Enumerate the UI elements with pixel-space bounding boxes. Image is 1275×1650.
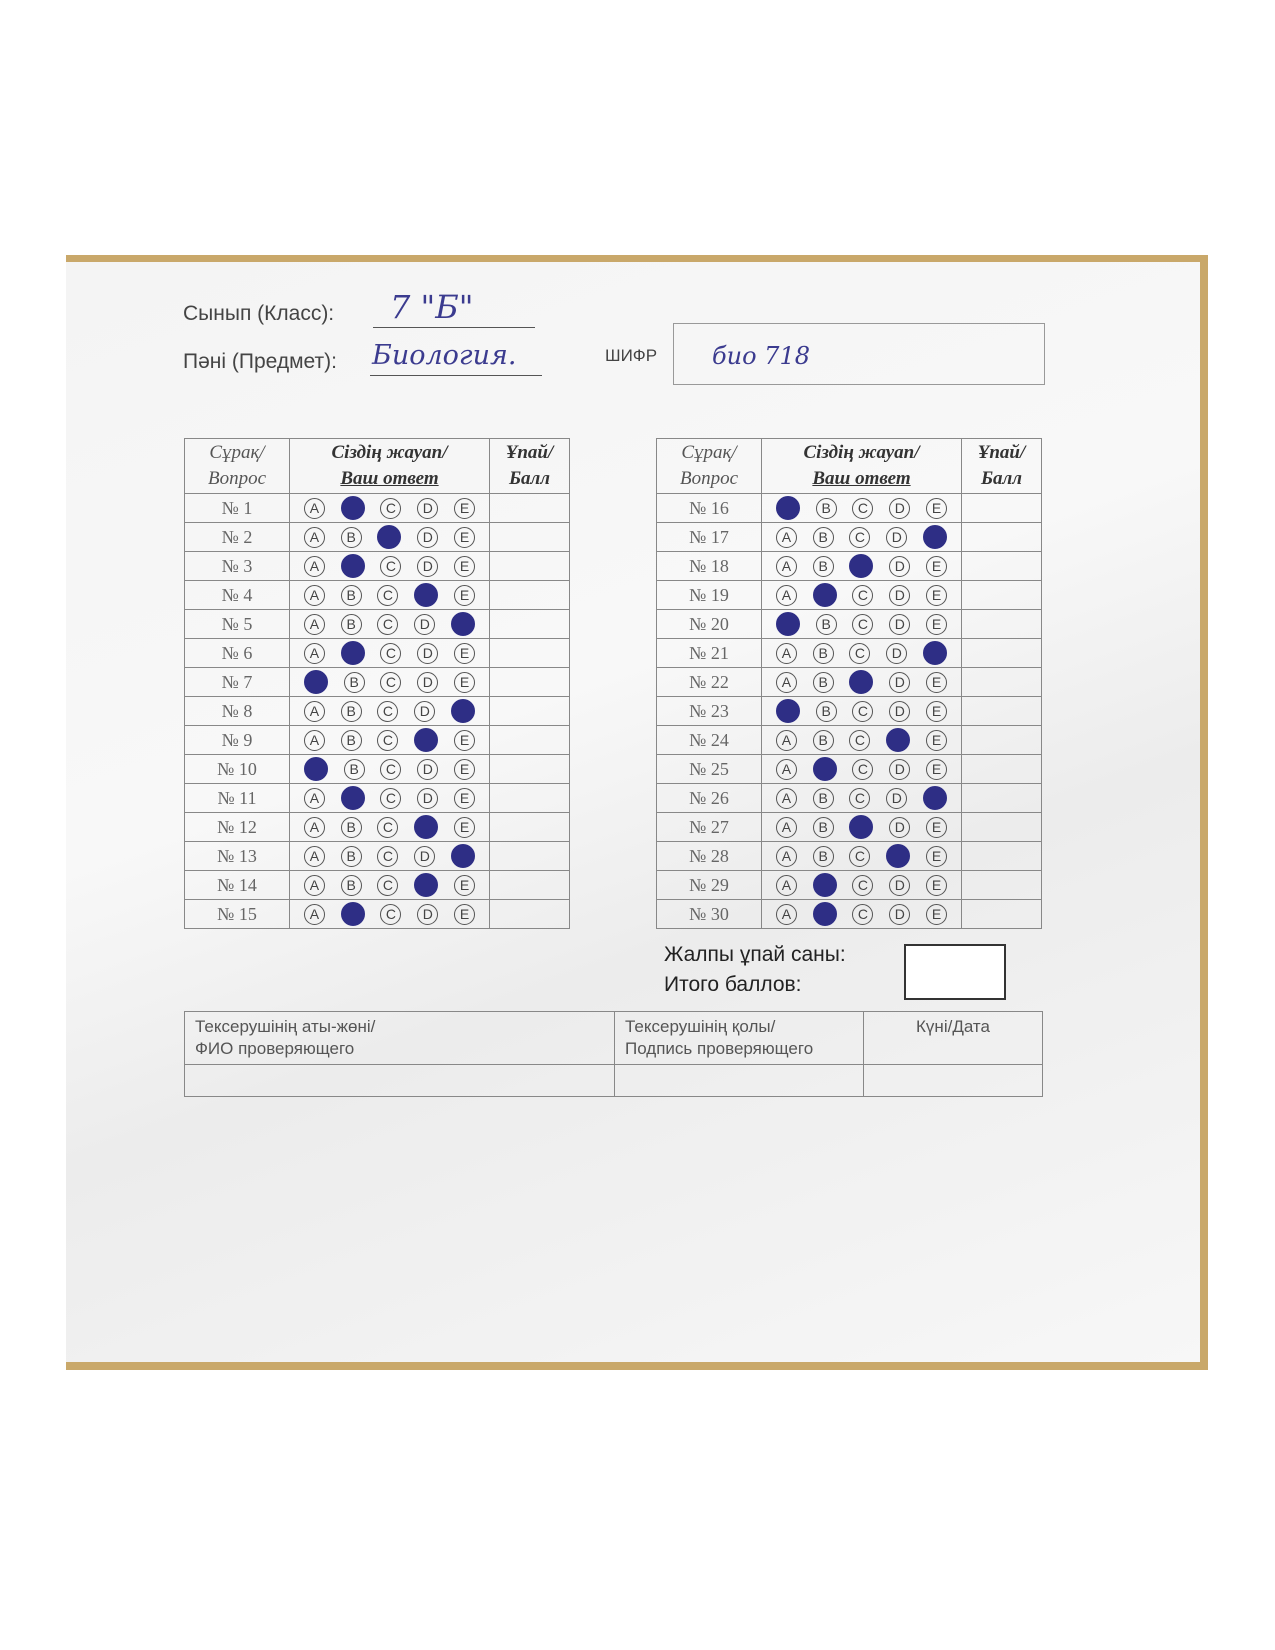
score-cell[interactable] [490,697,570,726]
score-cell[interactable] [962,523,1042,552]
answer-row [185,639,570,668]
option-bubble-c[interactable]: C [849,527,870,548]
answer-options [290,784,490,813]
option-bubble-c[interactable]: C [852,498,873,519]
question-header: Сұрақ/ Вопрос [657,439,762,494]
option-bubble-e[interactable]: E [454,904,475,925]
score-cell[interactable] [490,726,570,755]
score-cell[interactable] [490,523,570,552]
option-bubble-a[interactable]: A [776,817,797,838]
question-number: № 9 [185,726,290,755]
option-bubble-c[interactable] [849,670,873,694]
answer-row [185,494,570,523]
answer-options [290,494,490,523]
option-bubble-a[interactable]: A [776,846,797,867]
answer-row [657,610,1042,639]
option-bubble-b[interactable]: B [341,614,362,635]
answer-row [657,900,1042,929]
answer-options [290,523,490,552]
checker-date-header: Күні/Дата [864,1012,1043,1065]
class-label: Сынып (Класс): [183,302,335,325]
total-label-kz: Жалпы ұпай саны: [664,943,846,966]
option-bubble-d[interactable]: D [417,527,438,548]
option-bubble-c[interactable]: C [380,759,401,780]
option-bubble-e[interactable]: E [454,527,475,548]
option-bubble-a[interactable]: A [304,846,325,867]
answer-row [185,842,570,871]
option-bubble-a[interactable]: A [776,643,797,664]
answer-options [762,784,962,813]
option-bubble-e[interactable]: E [926,701,947,722]
answer-options [762,697,962,726]
answer-row [657,639,1042,668]
option-bubble-d[interactable] [886,844,910,868]
answer-options [762,523,962,552]
answer-row [657,842,1042,871]
option-bubble-d[interactable]: D [889,817,910,838]
checker-name-cell[interactable] [185,1065,615,1097]
question-number: № 22 [657,668,762,697]
option-bubble-d[interactable]: D [417,556,438,577]
option-bubble-e[interactable] [451,844,475,868]
score-cell[interactable] [962,639,1042,668]
answer-row [657,581,1042,610]
answer-row [657,726,1042,755]
answer-options [762,726,962,755]
option-bubble-d[interactable] [886,728,910,752]
option-bubble-e[interactable]: E [926,556,947,577]
answer-row [185,668,570,697]
option-bubble-d[interactable]: D [886,643,907,664]
answer-row [657,494,1042,523]
option-bubble-b[interactable] [341,641,365,665]
score-cell[interactable] [490,900,570,929]
score-cell[interactable] [490,813,570,842]
question-number: № 21 [657,639,762,668]
option-bubble-a[interactable] [304,757,328,781]
option-bubble-e[interactable]: E [926,846,947,867]
option-bubble-d[interactable]: D [889,498,910,519]
option-bubble-e[interactable]: E [454,498,475,519]
answer-options [762,755,962,784]
option-bubble-b[interactable] [813,583,837,607]
option-bubble-b[interactable] [341,496,365,520]
option-bubble-e[interactable] [451,612,475,636]
option-bubble-a[interactable]: A [304,643,325,664]
option-bubble-d[interactable]: D [886,527,907,548]
option-bubble-a[interactable]: A [776,527,797,548]
score-cell[interactable] [962,610,1042,639]
question-number: № 14 [185,871,290,900]
answer-row [185,581,570,610]
score-cell[interactable] [490,668,570,697]
checker-sign-header: Тексерушінің қолы/ Подпись проверяющего [615,1012,864,1065]
answer-options [290,697,490,726]
option-bubble-c[interactable]: C [377,730,398,751]
option-bubble-c[interactable]: C [852,701,873,722]
total-score-box[interactable] [904,944,1006,1000]
option-bubble-a[interactable]: A [776,875,797,896]
option-bubble-b[interactable]: B [341,701,362,722]
option-bubble-e[interactable]: E [454,759,475,780]
score-cell[interactable] [962,697,1042,726]
option-bubble-c[interactable] [849,554,873,578]
cipher-label: ШИФР [605,346,658,365]
option-bubble-b[interactable]: B [816,614,837,635]
score-cell[interactable] [490,494,570,523]
score-cell[interactable] [490,784,570,813]
question-number: № 25 [657,755,762,784]
question-number: № 26 [657,784,762,813]
option-bubble-b[interactable]: B [341,817,362,838]
option-bubble-d[interactable]: D [889,585,910,606]
option-bubble-e[interactable]: E [926,614,947,635]
option-bubble-e[interactable] [923,525,947,549]
option-bubble-e[interactable]: E [454,875,475,896]
option-bubble-a[interactable]: A [304,527,325,548]
option-bubble-c[interactable]: C [377,585,398,606]
question-number: № 1 [185,494,290,523]
answer-row [185,523,570,552]
option-bubble-e[interactable]: E [926,875,947,896]
answer-row [185,755,570,784]
answer-row [185,552,570,581]
question-number: № 30 [657,900,762,929]
option-bubble-e[interactable]: E [454,788,475,809]
answer-row [657,523,1042,552]
option-bubble-b[interactable]: B [813,672,834,693]
score-cell[interactable] [490,755,570,784]
question-header: Сұрақ/ Вопрос [185,439,290,494]
option-bubble-c[interactable]: C [849,643,870,664]
class-underline [373,327,535,328]
option-bubble-d[interactable]: D [889,875,910,896]
answer-options [762,900,962,929]
option-bubble-d[interactable]: D [417,498,438,519]
option-bubble-e[interactable]: E [454,585,475,606]
question-number: № 27 [657,813,762,842]
option-bubble-d[interactable]: D [417,788,438,809]
option-bubble-d[interactable]: D [889,614,910,635]
option-bubble-a[interactable]: A [304,585,325,606]
question-number: № 17 [657,523,762,552]
option-bubble-b[interactable]: B [813,788,834,809]
score-header: Ұпай/ Балл [490,439,570,494]
option-bubble-a[interactable]: A [304,701,325,722]
answer-options [762,610,962,639]
option-bubble-d[interactable]: D [889,904,910,925]
answer-options [290,639,490,668]
option-bubble-b[interactable]: B [341,730,362,751]
option-bubble-e[interactable]: E [926,730,947,751]
option-bubble-d[interactable]: D [889,759,910,780]
question-number: № 16 [657,494,762,523]
option-bubble-b[interactable]: B [813,556,834,577]
option-bubble-d[interactable]: D [889,672,910,693]
option-bubble-c[interactable]: C [852,759,873,780]
option-bubble-b[interactable]: B [813,643,834,664]
option-bubble-a[interactable]: A [776,788,797,809]
answer-options [290,610,490,639]
option-bubble-c[interactable]: C [380,788,401,809]
answer-options [290,755,490,784]
option-bubble-e[interactable] [923,786,947,810]
question-number: № 5 [185,610,290,639]
question-number: № 4 [185,581,290,610]
answer-options [290,726,490,755]
option-bubble-d[interactable]: D [417,672,438,693]
option-bubble-c[interactable]: C [377,817,398,838]
checker-sign-cell[interactable] [615,1065,864,1097]
question-number: № 20 [657,610,762,639]
option-bubble-a[interactable] [776,699,800,723]
score-cell[interactable] [490,842,570,871]
answer-options [762,581,962,610]
answer-row [657,813,1042,842]
option-bubble-c[interactable]: C [852,875,873,896]
option-bubble-d[interactable]: D [414,701,435,722]
answer-options [290,813,490,842]
question-number: № 24 [657,726,762,755]
answer-options [762,668,962,697]
score-cell[interactable] [962,581,1042,610]
option-bubble-d[interactable]: D [889,701,910,722]
option-bubble-a[interactable]: A [304,498,325,519]
answer-options [290,668,490,697]
option-bubble-a[interactable]: A [776,730,797,751]
option-bubble-c[interactable] [849,815,873,839]
question-number: № 15 [185,900,290,929]
option-bubble-d[interactable]: D [886,788,907,809]
cipher-value: био 718 [712,342,810,370]
answer-options [290,552,490,581]
option-bubble-c[interactable]: C [380,643,401,664]
score-cell[interactable] [962,552,1042,581]
class-value[interactable]: 7 "Б" [390,288,474,326]
answer-row [185,610,570,639]
option-bubble-e[interactable]: E [926,585,947,606]
answer-row [657,697,1042,726]
question-number: № 13 [185,842,290,871]
answer-options [762,494,962,523]
option-bubble-c[interactable]: C [852,904,873,925]
option-bubble-a[interactable]: A [776,904,797,925]
score-cell[interactable] [490,610,570,639]
checker-name-header: Тексерушінің аты-жөні/ ФИО проверяющего [185,1012,615,1065]
option-bubble-a[interactable] [304,670,328,694]
subject-underline [370,375,542,376]
score-cell[interactable] [490,581,570,610]
question-number: № 2 [185,523,290,552]
option-bubble-a[interactable]: A [304,904,325,925]
question-number: № 28 [657,842,762,871]
option-bubble-b[interactable]: B [816,498,837,519]
option-bubble-c[interactable]: C [849,730,870,751]
score-cell[interactable] [962,726,1042,755]
question-number: № 29 [657,871,762,900]
option-bubble-d[interactable]: D [414,846,435,867]
option-bubble-b[interactable]: B [816,701,837,722]
option-bubble-d[interactable] [414,728,438,752]
option-bubble-e[interactable]: E [926,672,947,693]
score-cell[interactable] [490,552,570,581]
total-label [664,940,846,1000]
option-bubble-d[interactable]: D [417,759,438,780]
option-bubble-a[interactable] [776,496,800,520]
score-cell[interactable] [490,871,570,900]
option-bubble-c[interactable]: C [377,614,398,635]
option-bubble-e[interactable] [923,641,947,665]
answer-options [762,871,962,900]
option-bubble-e[interactable]: E [926,759,947,780]
score-cell[interactable] [962,842,1042,871]
checker-date-cell[interactable] [864,1065,1043,1097]
question-number: № 8 [185,697,290,726]
option-bubble-c[interactable]: C [849,788,870,809]
option-bubble-c[interactable] [377,525,401,549]
answer-row [185,813,570,842]
answer-row [657,668,1042,697]
option-bubble-e[interactable]: E [454,817,475,838]
option-bubble-b[interactable]: B [344,672,365,693]
option-bubble-a[interactable]: A [304,614,325,635]
option-bubble-c[interactable]: C [852,614,873,635]
question-number: № 11 [185,784,290,813]
answer-row [185,784,570,813]
answer-options [762,639,962,668]
option-bubble-e[interactable]: E [454,556,475,577]
option-bubble-d[interactable]: D [414,614,435,635]
option-bubble-a[interactable]: A [304,788,325,809]
option-bubble-c[interactable]: C [380,556,401,577]
answer-options [290,871,490,900]
answer-options [290,900,490,929]
option-bubble-e[interactable]: E [926,817,947,838]
option-bubble-e[interactable]: E [926,498,947,519]
option-bubble-b[interactable]: B [341,875,362,896]
option-bubble-a[interactable]: A [304,817,325,838]
answers-table-right [656,438,1042,929]
score-cell[interactable] [962,871,1042,900]
answers-table-left [184,438,570,929]
option-bubble-d[interactable]: D [889,556,910,577]
question-number: № 18 [657,552,762,581]
answer-options [290,842,490,871]
option-bubble-d[interactable]: D [417,904,438,925]
option-bubble-a[interactable]: A [304,730,325,751]
score-header: Ұпай/ Балл [962,439,1042,494]
question-number: № 23 [657,697,762,726]
answer-header: Сіздің жауап/ Ваш ответ [762,439,962,494]
subject-value[interactable]: Биология. [372,340,517,371]
question-number: № 3 [185,552,290,581]
option-bubble-c[interactable]: C [377,701,398,722]
option-bubble-c[interactable]: C [380,672,401,693]
question-number: № 7 [185,668,290,697]
answer-row [657,784,1042,813]
option-bubble-b[interactable]: B [341,527,362,548]
score-cell[interactable] [490,639,570,668]
score-cell[interactable] [962,494,1042,523]
option-bubble-a[interactable]: A [776,759,797,780]
option-bubble-b[interactable] [341,554,365,578]
option-bubble-b[interactable]: B [813,527,834,548]
answer-header: Сіздің жауап/ Ваш ответ [290,439,490,494]
score-cell[interactable] [962,668,1042,697]
option-bubble-b[interactable] [341,902,365,926]
answer-row [185,726,570,755]
answer-options [762,842,962,871]
option-bubble-e[interactable] [451,699,475,723]
option-bubble-d[interactable] [414,583,438,607]
option-bubble-e[interactable]: E [454,730,475,751]
option-bubble-c[interactable]: C [852,585,873,606]
option-bubble-e[interactable]: E [454,672,475,693]
score-cell[interactable] [962,813,1042,842]
option-bubble-a[interactable]: A [776,672,797,693]
answer-options [762,813,962,842]
answer-row [185,697,570,726]
answer-options [762,552,962,581]
subject-label: Пәні (Предмет): [183,350,337,373]
checker-table [184,1011,1043,1097]
option-bubble-a[interactable]: A [776,585,797,606]
option-bubble-e[interactable]: E [454,643,475,664]
option-bubble-d[interactable] [414,815,438,839]
option-bubble-a[interactable]: A [776,556,797,577]
question-number: № 12 [185,813,290,842]
option-bubble-c[interactable]: C [380,498,401,519]
answer-row [185,871,570,900]
answer-row [657,552,1042,581]
option-bubble-b[interactable]: B [813,846,834,867]
option-bubble-b[interactable]: B [813,817,834,838]
question-number: № 10 [185,755,290,784]
option-bubble-a[interactable]: A [304,556,325,577]
question-number: № 19 [657,581,762,610]
option-bubble-b[interactable]: B [813,730,834,751]
option-bubble-a[interactable]: A [304,875,325,896]
option-bubble-d[interactable]: D [417,643,438,664]
option-bubble-b[interactable] [813,757,837,781]
option-bubble-e[interactable]: E [926,904,947,925]
question-number: № 6 [185,639,290,668]
total-label-ru: Итого баллов: [664,973,802,996]
score-cell[interactable] [962,900,1042,929]
option-bubble-c[interactable]: C [377,875,398,896]
option-bubble-c[interactable]: C [377,846,398,867]
option-bubble-b[interactable]: B [341,846,362,867]
option-bubble-d[interactable] [414,873,438,897]
answer-options [290,581,490,610]
answer-row [657,755,1042,784]
option-bubble-b[interactable] [341,786,365,810]
option-bubble-b[interactable]: B [341,585,362,606]
answer-row [657,871,1042,900]
option-bubble-c[interactable]: C [380,904,401,925]
option-bubble-a[interactable] [776,612,800,636]
score-cell[interactable] [962,784,1042,813]
option-bubble-b[interactable] [813,902,837,926]
option-bubble-b[interactable] [813,873,837,897]
answer-row [185,900,570,929]
option-bubble-b[interactable]: B [344,759,365,780]
option-bubble-c[interactable]: C [849,846,870,867]
score-cell[interactable] [962,755,1042,784]
